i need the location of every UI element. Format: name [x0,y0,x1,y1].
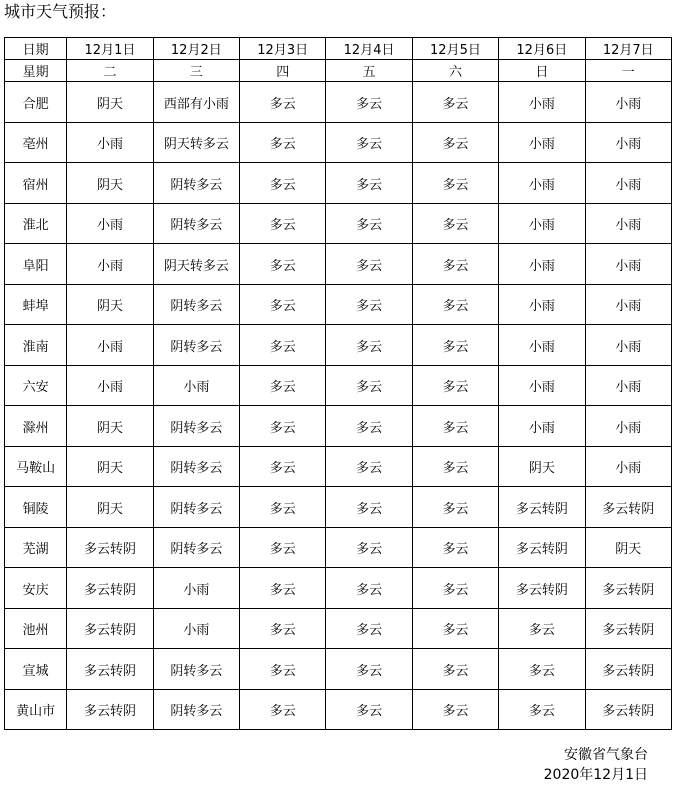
date-cell: 12月3日 [240,38,326,60]
forecast-cell: 阴天转多云 [153,244,239,285]
date-cell: 12月7日 [585,38,671,60]
forecast-cell: 多云 [412,204,498,244]
table-row [5,325,672,366]
forecast-cell: 多云转阴 [67,649,153,690]
table-row [5,244,672,285]
forecast-cell: 小雨 [67,244,153,285]
forecast-cell: 阴天 [67,447,153,487]
forecast-cell: 多云 [326,325,412,366]
forecast-cell: 多云 [412,123,498,163]
forecast-cell: 多云转阴 [585,649,671,690]
forecast-cell: 多云 [412,163,498,204]
forecast-cell: 阴天 [585,528,671,568]
city-name: 亳州 [5,123,67,163]
forecast-cell: 多云 [412,568,498,609]
forecast-cell: 阴天转多云 [153,123,239,163]
table-row [5,366,672,406]
forecast-cell: 小雨 [499,285,585,325]
forecast-cell: 小雨 [585,82,671,123]
forecast-cell: 多云 [240,609,326,649]
forecast-cell: 多云转阴 [67,528,153,568]
forecast-cell: 小雨 [153,568,239,609]
table-row [5,406,672,447]
forecast-cell: 多云转阴 [67,568,153,609]
forecast-cell: 多云 [326,609,412,649]
forecast-cell: 小雨 [499,366,585,406]
forecast-cell: 多云 [240,568,326,609]
city-name: 滁州 [5,406,67,447]
forecast-cell: 多云 [326,649,412,690]
forecast-cell: 多云 [326,244,412,285]
forecast-cell: 多云 [412,609,498,649]
forecast-cell: 多云转阴 [585,487,671,528]
table-row [5,82,672,123]
forecast-cell: 小雨 [499,204,585,244]
forecast-cell: 多云 [499,649,585,690]
forecast-cell: 小雨 [67,204,153,244]
forecast-cell: 多云 [412,649,498,690]
table-row [5,285,672,325]
forecast-cell: 多云 [412,406,498,447]
forecast-cell: 阴天 [499,447,585,487]
weekday-cell: 一 [585,60,671,82]
forecast-cell: 多云 [412,690,498,730]
city-name: 宿州 [5,163,67,204]
forecast-cell: 阴天 [67,406,153,447]
table-row [5,609,672,649]
forecast-cell: 多云 [412,528,498,568]
forecast-cell: 多云 [326,487,412,528]
forecast-cell: 小雨 [67,123,153,163]
table-row [5,123,672,163]
forecast-cell: 阴天 [67,285,153,325]
forecast-cell: 阴转多云 [153,690,239,730]
table-row [5,447,672,487]
forecast-cell: 多云 [326,447,412,487]
forecast-cell: 多云 [326,163,412,204]
table-row [5,487,672,528]
city-name: 池州 [5,609,67,649]
forecast-cell: 阴转多云 [153,325,239,366]
forecast-cell: 小雨 [499,406,585,447]
table-row [5,204,672,244]
forecast-cell: 多云 [240,244,326,285]
forecast-cell: 多云转阴 [585,568,671,609]
table-row [5,163,672,204]
table-row [5,528,672,568]
forecast-cell: 阴转多云 [153,204,239,244]
forecast-cell: 多云 [412,366,498,406]
forecast-cell: 多云转阴 [499,528,585,568]
forecast-cell: 多云 [412,82,498,123]
forecast-cell: 阴天 [67,82,153,123]
forecast-cell: 西部有小雨 [153,82,239,123]
city-name: 宣城 [5,649,67,690]
forecast-cell: 多云转阴 [499,487,585,528]
table-row [5,649,672,690]
city-name: 淮南 [5,325,67,366]
forecast-cell: 阴转多云 [153,163,239,204]
forecast-cell: 多云 [326,568,412,609]
table-row [5,568,672,609]
forecast-cell: 多云转阴 [67,609,153,649]
forecast-cell: 小雨 [153,609,239,649]
forecast-cell: 多云 [326,82,412,123]
forecast-cell: 多云 [240,285,326,325]
city-name: 淮北 [5,204,67,244]
forecast-cell: 小雨 [153,366,239,406]
forecast-cell: 多云 [240,447,326,487]
forecast-cell: 多云 [326,366,412,406]
forecast-cell: 多云 [240,528,326,568]
forecast-cell: 阴天 [67,163,153,204]
forecast-cell: 多云 [240,325,326,366]
forecast-cell: 小雨 [67,325,153,366]
forecast-cell: 多云 [240,487,326,528]
date-cell: 12月1日 [67,38,153,60]
forecast-cell: 阴转多云 [153,528,239,568]
forecast-cell: 多云 [240,690,326,730]
forecast-cell: 小雨 [499,82,585,123]
city-name: 芜湖 [5,528,67,568]
forecast-cell: 小雨 [585,366,671,406]
forecast-cell: 小雨 [499,244,585,285]
forecast-cell: 多云 [326,204,412,244]
date-label: 日期 [5,38,67,60]
forecast-cell: 多云转阴 [67,690,153,730]
weekday-cell: 六 [412,60,498,82]
city-name: 合肥 [5,82,67,123]
forecast-cell: 阴转多云 [153,447,239,487]
forecast-cell: 多云 [240,163,326,204]
forecast-cell: 多云转阴 [585,609,671,649]
forecast-cell: 多云 [240,204,326,244]
date-cell: 12月6日 [499,38,585,60]
forecast-table [4,37,672,730]
forecast-cell: 多云 [240,82,326,123]
forecast-cell: 多云 [412,325,498,366]
forecast-cell: 小雨 [585,406,671,447]
forecast-cell: 多云 [412,487,498,528]
forecast-cell: 多云转阴 [585,690,671,730]
forecast-cell: 小雨 [499,325,585,366]
city-name: 马鞍山 [5,447,67,487]
forecast-cell: 小雨 [499,123,585,163]
date-cell: 12月5日 [412,38,498,60]
forecast-cell: 多云 [326,690,412,730]
forecast-cell: 多云 [240,123,326,163]
forecast-cell: 小雨 [499,163,585,204]
city-name: 安庆 [5,568,67,609]
city-name: 铜陵 [5,487,67,528]
date-header-row [5,38,672,60]
weekday-cell: 日 [499,60,585,82]
date-cell: 12月2日 [153,38,239,60]
forecast-cell: 多云转阴 [499,568,585,609]
forecast-cell: 多云 [240,366,326,406]
forecast-cell: 阴天 [67,487,153,528]
city-name: 蚌埠 [5,285,67,325]
page-title: 城市天气预报： [4,2,117,21]
date-cell: 12月4日 [326,38,412,60]
forecast-cell: 多云 [326,123,412,163]
forecast-cell: 阴转多云 [153,406,239,447]
forecast-cell: 多云 [326,406,412,447]
forecast-cell: 阴转多云 [153,285,239,325]
forecast-cell: 多云 [499,609,585,649]
forecast-cell: 多云 [412,244,498,285]
forecast-cell: 多云 [240,406,326,447]
forecast-cell: 小雨 [585,244,671,285]
weekday-cell: 三 [153,60,239,82]
forecast-cell: 小雨 [585,163,671,204]
weekday-label: 星期 [5,60,67,82]
forecast-cell: 多云 [326,528,412,568]
city-name: 六安 [5,366,67,406]
forecast-cell: 阴转多云 [153,649,239,690]
forecast-cell: 多云 [412,447,498,487]
weekday-cell: 四 [240,60,326,82]
forecast-cell: 小雨 [585,123,671,163]
weekday-header-row [5,60,672,82]
city-name: 黄山市 [5,690,67,730]
issuing-organization: 安徽省气象台 [564,747,648,763]
forecast-cell: 多云 [499,690,585,730]
forecast-cell: 多云 [412,285,498,325]
city-name: 阜阳 [5,244,67,285]
forecast-cell: 小雨 [67,366,153,406]
forecast-cell: 小雨 [585,447,671,487]
forecast-cell: 小雨 [585,285,671,325]
forecast-cell: 多云 [326,285,412,325]
forecast-cell: 多云 [240,649,326,690]
table-row [5,690,672,730]
forecast-cell: 小雨 [585,204,671,244]
issue-date: 2020年12月1日 [543,767,648,783]
forecast-cell: 小雨 [585,325,671,366]
weekday-cell: 二 [67,60,153,82]
weekday-cell: 五 [326,60,412,82]
forecast-cell: 阴转多云 [153,487,239,528]
